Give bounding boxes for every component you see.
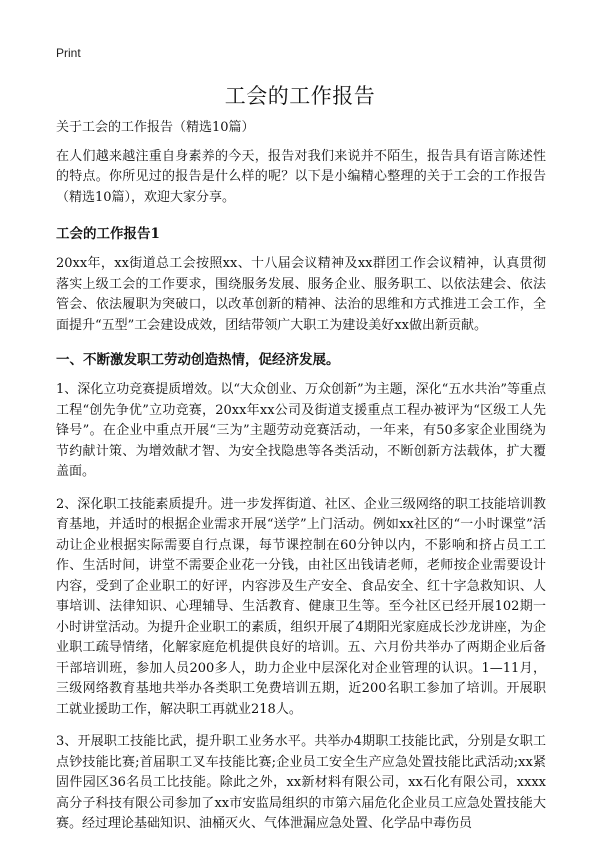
document-subtitle: 关于工会的工作报告（精选10篇） <box>56 120 255 135</box>
body-paragraph: 3、开展职工技能比武，提升职工业务水平。共举办4期职工技能比武，分别是女职工点钞技能比赛;首届职工叉车技能比赛;企业员工安全生产应急处置技能比武活动;xx紧固件园区36名员工比技能。除此之外，xx新材料有限公司，xx石化有限公司，xxxx高分子科技有限公司参加了xx市安监局组织的市第六届危化企业员工应急处置技能大赛。经过理论基础知识、油桶灭火、气体泄漏应急处置、化学品中毒伤员 <box>56 734 546 831</box>
body-paragraph: 2、深化职工技能素质提升。进一步发挥街道、社区、企业三级网络的职工技能培训教育基地，并适时的根据企业需求开展“送学”上门活动。例如xx社区的“一小时课堂”活动让企业根据实际需要自行点课，每节课控制在60分钟以内，不影响和挤占员工工作、生活时间，讲堂不需要企业花一分钱，由社区出钱请老师，老师按企业需要设计内容，受到了企业职工的好评，内容涉及生产安全、食品安全、红十字急救知识、人事培训、法律知识、心理辅导、生活教育、健康卫生等。至今社区已经开展102期一小时讲堂活动。为提升企业职工的素质，组织开展了4期阳光家庭成长沙龙讲座，为企业职工疏导情绪，化解家庭危机提供良好的培训。五、六月份共举办了两期企业后备干部培训班，参加人员200多人，助力企业中层深化对企业管理的认识。1—11月，三级网络教育基地共举办各类职工免费培训五期，近200名职工参加了培训。开展职工就业援助工作，解决职工再就业218人。 <box>56 496 546 717</box>
document-title: 工会的工作报告 <box>224 84 376 108</box>
document-body <box>56 118 546 847</box>
intro-paragraph: 在人们越来越注重自身素养的今天，报告对我们来说并不陌生，报告具有语言陈述性的特点。你所见过的报告是什么样的呢？以下是小编精心整理的关于工会的工作报告（精选10篇），欢迎大家分享。 <box>56 148 546 205</box>
subsection-heading: 一、不断激发职工劳动创造热情，促经济发展。 <box>56 352 340 368</box>
body-paragraph: 20xx年，xx街道总工会按照xx、十八届会议精神及xx群团工作会议精神，认真贯彻落实上级工会的工作要求，围绕服务发展、服务企业、服务职工、以依法建会、依法管会、依法履职为突破口，以改革创新的精神、法治的思维和方式推进工会工作，全面提升“五型”工会建设成效，团结带领广大职工为建设美好xx做出新贡献。 <box>56 256 546 333</box>
body-paragraph: 1、深化立功竞赛提质增效。以“大众创业、万众创新”为主题，深化“五水共治”等重点工程“创先争优”立功竞赛，20xx年xx公司及街道支援重点工程办被评为“区级工人先锋号”。在企业中重点开展“三为”主题劳动竞赛活动，一年来，有50多家企业围绕为节约献计策、为增效献才智、为安全找隐患等各类活动，不断创新方法载体，扩大覆盖面。 <box>56 382 546 479</box>
section-heading: 工会的工作报告1 <box>56 226 160 242</box>
print-link[interactable]: Print <box>56 46 81 60</box>
